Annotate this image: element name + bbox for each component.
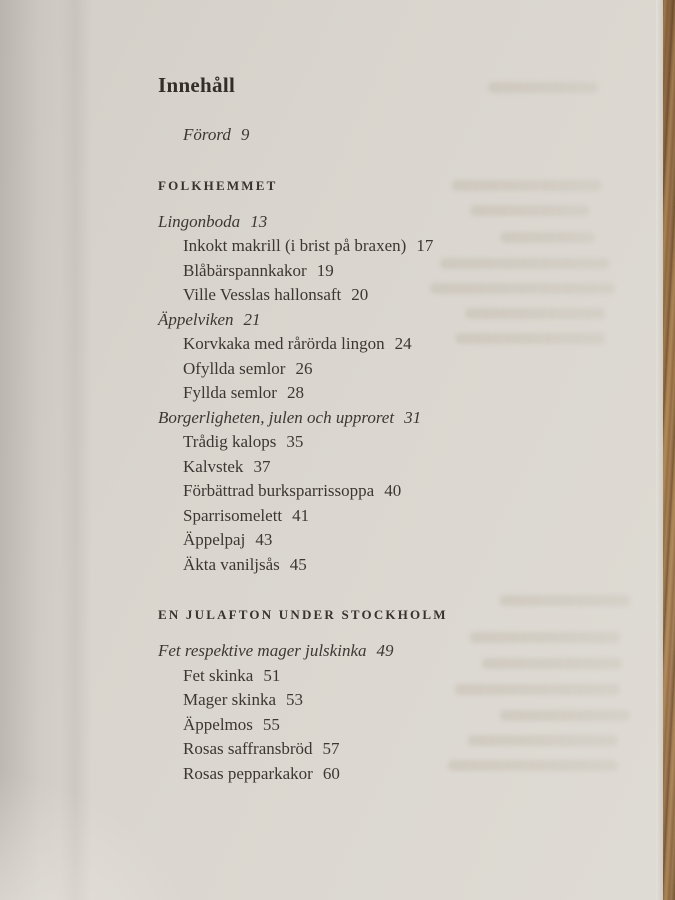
toc-entry [158, 528, 628, 553]
toc-entry [158, 479, 628, 504]
toc-entry [158, 406, 628, 431]
toc-entry-page: 13 [250, 211, 268, 231]
toc-entry [158, 234, 628, 259]
toc-entry-page: 51 [263, 665, 281, 685]
toc-entry-page: 21 [243, 309, 261, 329]
toc-entry-label: Borgerligheten, julen och upproret [158, 407, 395, 427]
toc-entry [158, 210, 628, 235]
toc-entry [158, 123, 628, 148]
toc-entry-page: 17 [416, 236, 434, 255]
toc-entry-page: 60 [322, 763, 340, 783]
toc-entry [158, 430, 628, 455]
toc-entry-label: Äppelpaj [183, 530, 246, 549]
toc-entry-label: Inkokt makrill (i brist på braxen) [183, 236, 407, 255]
toc-entry-page: 19 [316, 260, 334, 280]
toc-entry-label: Ville Vesslas hallonsaft [183, 285, 342, 304]
toc-entry [158, 605, 628, 624]
toc-entry-label: Fet respektive mager julskinka [158, 641, 367, 660]
toc-entry-label: EN JULAFTON UNDER STOCKHOLM [158, 607, 448, 622]
toc-entry-label: Korvkaka med rårörda lingon [183, 334, 385, 353]
toc-entry [158, 504, 628, 529]
toc-entry-page: 26 [295, 358, 313, 378]
toc-entry-page: 49 [376, 641, 394, 660]
toc-entry-label: Rosas saffransbröd [183, 739, 313, 758]
toc-entry-label: Sparrisomelett [183, 505, 283, 525]
toc-entry-page: 41 [292, 505, 310, 525]
toc-entry-page: 43 [255, 530, 273, 549]
toc-entry [158, 664, 628, 689]
toc-entry [158, 553, 628, 578]
toc-entry-page: 40 [384, 481, 402, 500]
toc-entry-label: Äppelmos [183, 714, 253, 734]
toc-entry [158, 332, 628, 357]
toc-entry [158, 176, 628, 195]
toc-entry-label: Kalvstek [183, 456, 244, 476]
toc-entry [158, 381, 628, 406]
toc-entry-page: 37 [253, 456, 271, 476]
toc-entry-page: 53 [286, 690, 304, 709]
toc-entry-page: 31 [404, 407, 422, 427]
toc-entry-page: 24 [394, 334, 412, 353]
toc-entry-label: FOLKHEMMET [158, 177, 278, 193]
table-of-contents [158, 72, 628, 786]
page-title: Innehåll [158, 73, 236, 97]
toc-entry [158, 455, 628, 480]
toc-entry-label: Fyllda semlor [183, 383, 277, 402]
toc-entry-label: Blåbärspannkakor [183, 260, 307, 280]
toc-entry-label: Äkta vaniljsås [183, 554, 280, 574]
toc-entry-label: Fet skinka [183, 665, 254, 685]
toc-entry-page: 55 [262, 714, 280, 734]
toc-entry [158, 737, 628, 762]
toc-entry-label: Trådig kalops [183, 432, 277, 451]
toc-entry-label: Äppelviken [158, 309, 234, 329]
page-edge [656, 0, 663, 900]
toc-entry [158, 762, 628, 787]
toc-entry [158, 259, 628, 284]
toc-entry [158, 688, 628, 713]
toc-entry-label: Lingonboda [158, 211, 241, 231]
toc-entry-page: 57 [322, 739, 340, 758]
toc-entry-label: Förord [183, 125, 231, 144]
toc-entry-page: 35 [286, 432, 304, 451]
toc-list [158, 123, 628, 786]
toc-entry-page: 20 [351, 285, 369, 304]
toc-entry [158, 639, 628, 664]
toc-entry-label: Rosas pepparkakor [183, 763, 313, 783]
toc-entry-page: 9 [240, 125, 250, 144]
toc-entry-page: 45 [289, 554, 307, 574]
toc-entry [158, 713, 628, 738]
toc-entry-label: Mager skinka [183, 690, 277, 709]
toc-entry-page: 28 [286, 383, 304, 402]
toc-entry-label: Förbättrad burksparrissoppa [183, 481, 375, 500]
toc-entry [158, 283, 628, 308]
toc-entry-label: Ofyllda semlor [183, 358, 286, 378]
toc-entry [158, 357, 628, 382]
toc-entry [158, 308, 628, 333]
